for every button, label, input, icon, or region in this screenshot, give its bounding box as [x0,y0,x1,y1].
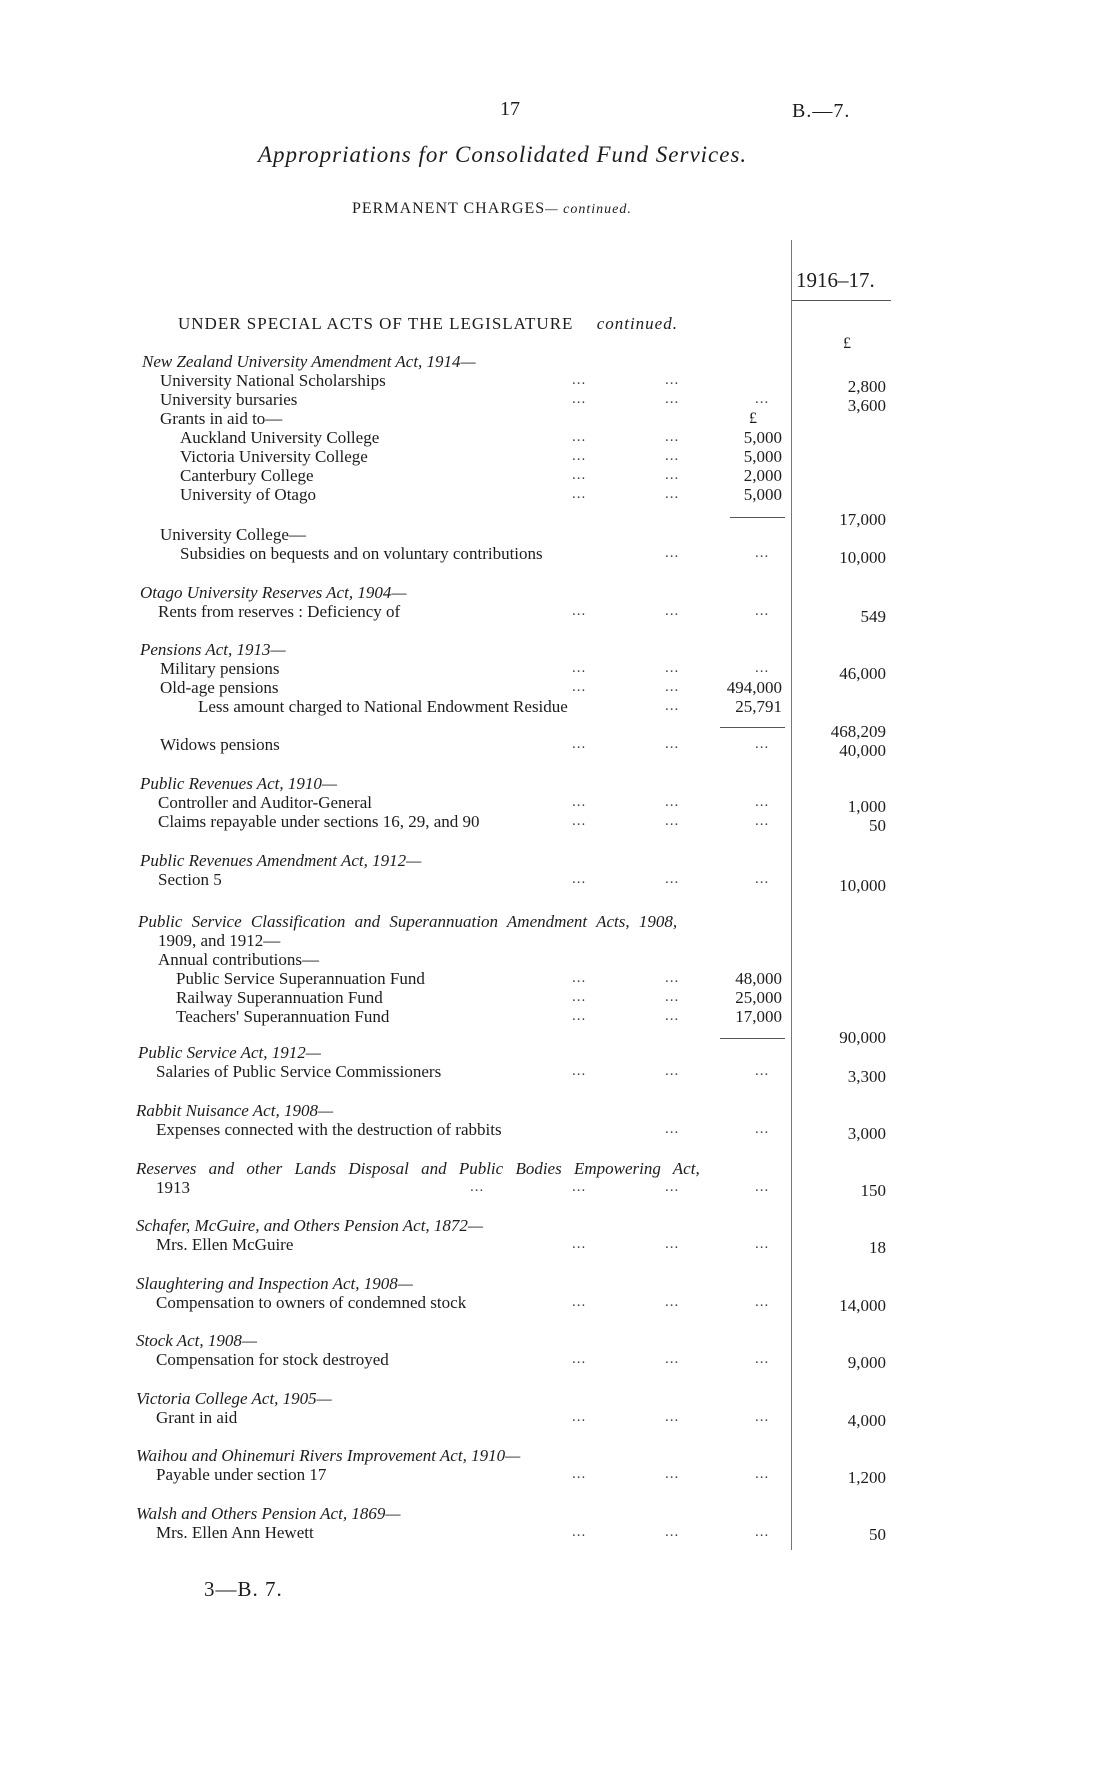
item-label: University bursaries [160,390,298,409]
item-label: Auckland University College [180,428,380,447]
dot-leader: ... [755,871,770,887]
dot-leader: ... [572,429,587,445]
sub-amount: 25,791 [735,697,782,716]
sub-amount: 5,000 [743,447,782,466]
amount: 1,000 [847,797,886,816]
amount: 40,000 [839,741,886,760]
item-label: Canterbury College [180,466,314,485]
item-label: Payable under section 17 [156,1465,327,1484]
sub-amount: 494,000 [726,678,782,697]
act-heading: Victoria College Act, 1905— [136,1389,332,1408]
dot-leader: ... [572,1351,587,1367]
dot-leader: ... [755,603,770,619]
section-title-text: UNDER SPECIAL ACTS OF THE LEGISLATURE [178,314,574,333]
amount: 3,000 [847,1124,886,1143]
dot-leader: ... [665,486,680,502]
dot-leader: ... [665,698,680,714]
act-heading-continuation: 1913 [156,1178,190,1197]
amount: 10,000 [839,876,886,895]
dot-leader: ... [755,545,770,561]
item-label: Claims repayable under sections 16, 29, and 90 [158,812,480,831]
item-label: Rents from reserves : Deficiency of [158,602,401,621]
dot-leader: ... [755,794,770,810]
dot-leader: ... [470,1179,485,1195]
dot-leader: ... [572,1236,587,1252]
dot-leader: ... [755,1294,770,1310]
dot-leader: ... [665,1294,680,1310]
dot-leader: ... [665,989,680,1005]
dot-leader: ... [572,1063,587,1079]
signature-mark: 3—B. 7. [204,1577,283,1601]
column-year-heading: 1916–17. [796,268,875,292]
subtotal-rule [730,517,785,518]
amount: 50 [869,816,886,835]
dot-leader: ... [572,1409,587,1425]
item-label: Public Service Superannuation Fund [176,969,425,988]
act-heading: Reserves and other Lands Disposal and Public Bodies Empowering Act, [136,1159,700,1178]
dot-leader: ... [755,1409,770,1425]
item-label: Annual contributions— [158,950,320,969]
dot-leader: ... [572,989,587,1005]
dot-leader: ... [572,736,587,752]
amount: 46,000 [839,664,886,683]
section-title [178,314,678,334]
dot-leader: ... [572,871,587,887]
page-subtitle [352,200,632,218]
dot-leader: ... [755,1236,770,1252]
page-number: 17 [500,98,520,120]
dot-leader: ... [572,794,587,810]
dot-leader: ... [572,1466,587,1482]
dot-leader: ... [572,1008,587,1024]
amount: 9,000 [847,1353,886,1372]
item-label: Subsidies on bequests and on voluntary contributions [180,544,543,563]
subtitle-continued: — continued. [545,202,632,217]
dot-leader: ... [572,603,587,619]
dot-leader: ... [572,372,587,388]
act-heading: Public Revenues Act, 1910— [140,774,338,793]
subtotal-rule [720,1038,785,1039]
dot-leader: ... [755,1351,770,1367]
sub-amount: 5,000 [743,428,782,447]
act-heading-continuation: 1909, and 1912— [158,931,281,950]
item-label: University College— [160,525,306,544]
item-label: Grant in aid [156,1408,238,1427]
sub-amount: 48,000 [735,969,782,988]
dot-leader: ... [665,391,680,407]
act-heading: Public Revenues Amendment Act, 1912— [140,851,422,870]
sub-amount: 25,000 [735,988,782,1007]
sub-amount: 5,000 [743,485,782,504]
item-label: Teachers' Superannuation Fund [176,1007,390,1026]
dot-leader: ... [572,467,587,483]
dot-leader: ... [665,1063,680,1079]
amount: 14,000 [839,1296,886,1315]
act-heading: Otago University Reserves Act, 1904— [140,583,407,602]
dot-leader: ... [572,660,587,676]
inner-currency-symbol: £ [749,410,757,427]
dot-leader: ... [572,1179,587,1195]
amount: 17,000 [839,510,886,529]
amount: 3,600 [847,396,886,415]
amount: 549 [860,607,886,626]
dot-leader: ... [755,391,770,407]
dot-leader: ... [665,794,680,810]
dot-leader: ... [665,1466,680,1482]
dot-leader: ... [665,603,680,619]
item-label: Compensation for stock destroyed [156,1350,389,1369]
item-label: Mrs. Ellen McGuire [156,1235,294,1254]
amount: 3,300 [847,1067,886,1086]
dot-leader: ... [665,679,680,695]
item-label: Railway Superannuation Fund [176,988,383,1007]
dot-leader: ... [755,1466,770,1482]
item-label: Widows pensions [160,735,280,754]
dot-leader: ... [665,467,680,483]
item-label: Old-age pensions [160,678,279,697]
dot-leader: ... [572,679,587,695]
item-label: Mrs. Ellen Ann Hewett [156,1523,314,1542]
dot-leader: ... [755,813,770,829]
act-heading: Public Service Act, 1912— [138,1043,321,1062]
dot-leader: ... [665,372,680,388]
item-label: Section 5 [158,870,222,889]
amount: 1,200 [847,1468,886,1487]
item-label: Military pensions [160,659,280,678]
dot-leader: ... [665,545,680,561]
sub-amount: 2,000 [743,466,782,485]
amount: 90,000 [839,1028,886,1047]
act-heading: Slaughtering and Inspection Act, 1908— [136,1274,413,1293]
act-heading: Public Service Classification and Superannuation Amendment Acts, 1908, [138,912,678,931]
dot-leader: ... [755,1121,770,1137]
column-divider [791,240,792,1550]
amount: 4,000 [847,1411,886,1430]
dot-leader: ... [665,448,680,464]
act-heading: Walsh and Others Pension Act, 1869— [136,1504,401,1523]
item-label: Expenses connected with the destruction of rabbits [156,1120,502,1139]
dot-leader: ... [665,1121,680,1137]
column-head-rule [791,300,891,301]
amount: 468,209 [830,722,886,741]
item-label: Grants in aid to— [160,409,283,428]
dot-leader: ... [572,486,587,502]
dot-leader: ... [665,813,680,829]
dot-leader: ... [572,448,587,464]
dot-leader: ... [755,1063,770,1079]
amount: 18 [869,1238,886,1257]
dot-leader: ... [665,429,680,445]
dot-leader: ... [665,970,680,986]
dot-leader: ... [572,1524,587,1540]
dot-leader: ... [572,970,587,986]
act-heading: Stock Act, 1908— [136,1331,258,1350]
act-heading: Waihou and Ohinemuri Rivers Improvement Act, 1910— [136,1446,521,1465]
dot-leader: ... [755,660,770,676]
sub-amount: 17,000 [735,1007,782,1026]
dot-leader: ... [665,660,680,676]
dot-leader: ... [755,1179,770,1195]
act-heading: Pensions Act, 1913— [140,640,286,659]
item-label: Salaries of Public Service Commissioners [156,1062,442,1081]
dot-leader: ... [665,1351,680,1367]
item-label: Controller and Auditor-General [158,793,372,812]
item-label: University of Otago [180,485,316,504]
dot-leader: ... [665,1179,680,1195]
dot-leader: ... [572,391,587,407]
dot-leader: ... [572,1294,587,1310]
act-heading: Schafer, McGuire, and Others Pension Act, 1872— [136,1216,484,1235]
dot-leader: ... [665,1236,680,1252]
document-reference: B.—7. [792,100,851,122]
act-heading: Rabbit Nuisance Act, 1908— [136,1101,334,1120]
dot-leader: ... [665,1008,680,1024]
amount: 2,800 [847,377,886,396]
amount: 50 [869,1525,886,1544]
item-label: Less amount charged to National Endowment Residue [198,697,568,716]
act-heading-nz-university: New Zealand University Amendment Act, 1914— [142,352,476,371]
dot-leader: ... [572,813,587,829]
item-label: Compensation to owners of condemned stock [156,1293,467,1312]
dot-leader: ... [665,1524,680,1540]
subtitle-main: PERMANENT CHARGES [352,200,546,217]
dot-leader: ... [755,736,770,752]
amount: 10,000 [839,548,886,567]
dot-leader: ... [665,871,680,887]
item-label: Victoria University College [180,447,368,466]
dot-leader: ... [665,736,680,752]
item-label: University National Scholarships [160,371,386,390]
page-title: Appropriations for Consolidated Fund Services. [258,142,748,167]
dot-leader: ... [665,1409,680,1425]
dot-leader: ... [755,1524,770,1540]
subtotal-rule [720,727,785,728]
amount: 150 [860,1181,886,1200]
section-continued: continued. [596,314,678,333]
currency-symbol: £ [843,335,851,352]
